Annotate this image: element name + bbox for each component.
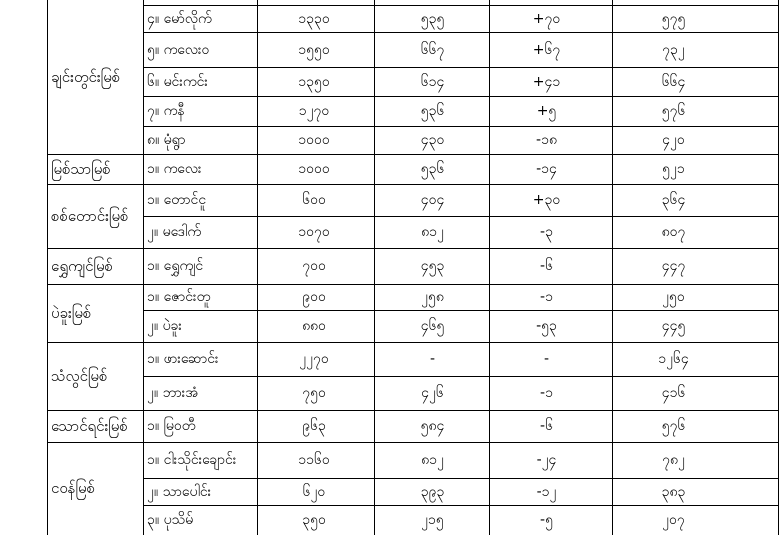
value-col-2: ၂၁၅ [421,512,444,528]
river-name: ချင်းတွင်းမြစ် [51,67,121,86]
station-name: ၂။ ပဲခူး [147,318,182,334]
value-col-2: ၄၅၃ [420,258,445,274]
river-name: ငဝန်မြစ် [51,479,96,497]
column-divider [47,0,48,535]
column-divider [374,0,375,535]
value-col-2: ၈၁၂ [421,452,444,468]
value-col-2: ၃၉၃ [420,483,445,500]
value-col-4: ၆၆၄ [661,73,686,90]
value-col-3: -၅၃ [536,318,557,334]
value-col-4: ၈၀၇ [661,224,686,240]
value-col-3: +၆၇ [532,41,561,58]
river-name: သံလွင်မြစ် [51,366,108,385]
value-col-1: ၁၃၃၀ [298,10,330,27]
river-name: ရွှေကျင်မြစ် [51,256,113,275]
value-col-4: ၄၂၀ [662,132,685,148]
value-col-1: ၁၂၇၀ [298,103,330,119]
value-col-3: -၅ [540,512,553,528]
station-name: ၄။ မော်လိုက် [147,10,212,27]
station-name: ၁။ ဖားဆောင်း [147,351,219,367]
value-col-1: ၉၀၀ [302,289,326,305]
station-name: ၂။ ဘားအံ [147,385,199,401]
value-col-4: ၃၈၃ [661,483,686,500]
value-col-1: ၂၂၇၀ [299,351,329,367]
value-col-3: +၄၁ [532,73,561,90]
group-divider [47,410,143,411]
group-divider [47,248,143,249]
row-divider [143,310,778,311]
value-col-4: ၅၇၆ [661,418,686,434]
row-divider [143,184,778,185]
station-name: ၁။ ကလေး [147,161,202,177]
value-col-4: ၅၂၁ [662,161,685,177]
value-col-4: ၅၇၅ [661,10,686,27]
value-col-1: ၉၆၃ [302,418,326,434]
value-col-3: -၁၄ [536,161,557,177]
value-col-1: ၁၀၇၀ [298,224,330,240]
value-col-2: ၆၆၇ [420,41,445,58]
column-divider [778,0,779,535]
river-name: သောင်ရင်းမြစ် [51,416,128,435]
value-col-1: ၇၀၀ [302,258,326,274]
value-col-4: ၇၈၂ [662,452,685,468]
value-col-2: ၂၅၈ [421,289,444,305]
river-name: စစ်တောင်းမြစ် [51,206,129,225]
value-col-2: ၈၁၂ [421,224,444,240]
value-col-3: -၆ [540,258,553,274]
value-col-2: - [429,351,436,367]
station-name: ၇။ ကနီ [147,103,185,119]
value-col-1: ၃၅၀ [302,512,326,528]
value-col-3: -၃ [540,224,553,240]
row-divider [143,5,778,6]
row-divider [143,478,778,479]
value-col-4: ၅၇၆ [661,103,686,119]
row-divider [143,126,778,127]
row-divider [143,342,778,343]
value-col-3: +၇၀ [532,10,561,27]
value-col-1: ၆၂၀ [302,483,326,500]
station-name: ၆။ မင်းကင်း [147,73,208,90]
value-col-3: -၆ [540,418,553,434]
value-col-4: ၂၀၇ [662,512,685,528]
value-col-1: ၆၀၀ [302,192,326,208]
row-divider [143,32,778,33]
value-col-3: +၅ [536,103,557,119]
row-divider [143,154,778,155]
row-divider [143,376,778,377]
row-divider [143,96,778,97]
value-col-1: ၈၈၀ [302,318,326,334]
value-col-3: -၁ [540,385,553,401]
row-divider [143,67,778,68]
group-divider [47,184,143,185]
river-name: မြစ်သာမြစ် [51,159,111,178]
value-col-4: ၇၃၂ [662,41,685,58]
station-name: ၁။ တောင်ငူ [147,192,207,208]
value-col-1: ၁၁၆၀ [298,452,330,468]
value-col-4: ၁၂၆၄ [658,351,689,367]
column-divider [143,0,144,535]
value-col-1: ၁၀၀၀ [298,132,330,148]
value-col-3: -၁၈ [536,132,557,148]
station-name: ၁။ မြဝတီ [147,418,196,434]
station-name: ၁။ ငါးသိုင်းချောင်း [147,452,237,468]
row-divider [143,284,778,285]
value-col-4: ၄၁၆ [661,385,686,401]
value-col-2: ၅၈၄ [420,418,445,434]
value-col-1: ၁၅၅၀ [298,41,330,58]
row-divider [143,216,778,217]
row-divider [143,410,778,411]
value-col-3: - [543,351,550,367]
row-divider [143,248,778,249]
row-divider [143,505,778,506]
station-name: ၃။ ပုသိမ် [147,512,194,528]
group-divider [47,284,143,285]
station-name: ၅။ ကလေးဝ [147,41,210,58]
value-col-3: +၃၀ [532,192,561,208]
group-divider [47,342,143,343]
value-col-3: -၂၄ [536,452,557,468]
station-name: ၁။ ရွှေကျင် [147,258,204,274]
value-col-4: ၄၄၅ [661,318,686,334]
value-col-2: ၄၀၄ [420,192,445,208]
value-col-2: ၅၃၅ [420,10,445,27]
column-divider [257,0,258,535]
value-col-3: -၁၂ [536,483,557,500]
value-col-4: ၂၅၀ [662,289,685,305]
station-name: ၁။ ဇောင်းတူ [147,289,211,305]
station-name: ၈။ မုံရွာ [147,132,186,148]
value-col-2: ၅၃၆ [420,161,445,177]
value-col-2: ၄၃၀ [420,132,445,148]
value-col-4: ၄၄၇ [661,258,686,274]
value-col-4: ၃၆၄ [661,192,686,208]
river-name: ပဲခူးမြစ် [51,303,92,322]
column-divider [612,0,613,535]
value-col-3: -၁ [540,289,553,305]
group-divider [47,154,143,155]
value-col-2: ၅၃၆ [420,103,445,119]
station-name: ၂။ မဒေါက် [147,224,202,240]
value-col-2: ၄၆၅ [420,318,445,334]
value-col-2: ၄၂၆ [421,385,444,401]
group-divider [47,442,143,443]
value-col-2: ၆၁၄ [420,73,445,90]
value-col-1: ၁၃၅၀ [298,73,330,90]
row-divider [143,442,778,443]
column-divider [489,0,490,535]
value-col-1: ၁၀၀၀ [298,161,330,177]
station-name: ၂။ သာပေါင်း [147,483,212,500]
value-col-1: ၇၅၀ [302,385,326,401]
